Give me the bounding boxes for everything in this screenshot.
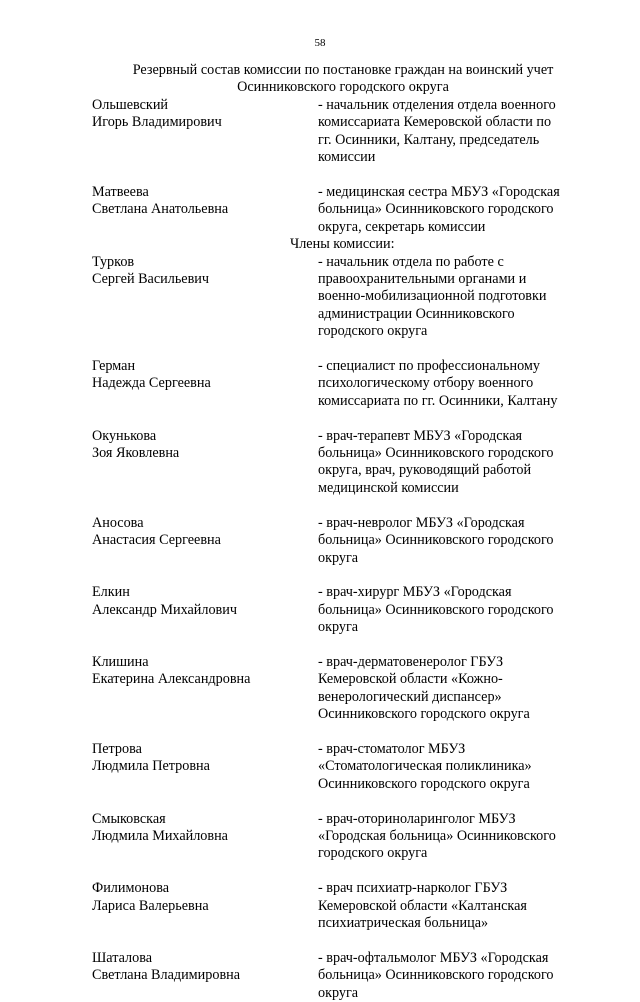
member-role-line: психологическому отбору военного: [318, 375, 534, 392]
member-name: [92, 811, 318, 846]
member-name: [92, 584, 318, 619]
member-role-line: - врач-стоматолог МБУЗ: [318, 740, 466, 757]
member-role-line: городского округа: [318, 323, 428, 340]
member-role-line: округа: [318, 984, 359, 1001]
entry-gap: [92, 410, 602, 427]
entry-gap: [92, 497, 602, 514]
member-role-line: «Городская больница» Осинниковского: [318, 827, 556, 844]
member-role-line: - специалист по профессиональному: [318, 358, 540, 375]
member-role-line: округа, секретарь комиссии: [318, 218, 486, 235]
entry-gap: [92, 863, 602, 880]
member-name-line: Петрова: [92, 740, 142, 757]
member-name: [92, 428, 318, 463]
member-role-line: - врач-дерматовенеролог ГБУЗ: [318, 653, 504, 670]
page-number: 58: [314, 37, 326, 49]
member-name-line: Аносова: [92, 514, 144, 531]
member-role-line: военно-мобилизационной подготовки: [318, 288, 547, 305]
entry-gap: [92, 793, 602, 810]
document-title: [80, 62, 606, 97]
member-name-line: Сергей Васильевич: [92, 271, 210, 288]
member-role-line: больница» Осинниковского городского: [318, 532, 554, 549]
member-role-line: больница» Осинниковского городского: [318, 967, 554, 984]
member-entry: [92, 428, 602, 498]
member-entry: [92, 654, 602, 724]
member-name-line: Герман: [92, 358, 136, 375]
member-role: [318, 811, 588, 863]
member-role-line: округа: [318, 619, 359, 636]
member-name-line: Филимонова: [92, 880, 170, 897]
member-entry: [92, 184, 602, 236]
member-name-line: Людмила Михайловна: [92, 827, 228, 844]
member-name-line: Игорь Владимирович: [92, 114, 222, 131]
member-role-line: городского округа: [318, 845, 428, 862]
member-name-line: Турков: [92, 253, 135, 270]
member-role-line: - врач-оториноларинголог МБУЗ: [318, 810, 516, 827]
member-name: [92, 358, 318, 393]
member-role: [318, 880, 588, 932]
member-name-line: Надежда Сергеевна: [92, 375, 211, 392]
member-role-line: комиссии: [318, 149, 376, 166]
member-entry: [92, 254, 602, 341]
member-role-line: - врач-хирург МБУЗ «Городская: [318, 584, 512, 601]
member-role: [318, 741, 588, 793]
member-role-line: венерологический диспансер»: [318, 688, 502, 705]
member-role-line: больница» Осинниковского городского: [318, 601, 554, 618]
leadership-list: [92, 97, 602, 236]
member-role-line: Кемеровской области «Кожно-: [318, 671, 503, 688]
member-entry: [92, 950, 602, 1002]
member-role: [318, 515, 588, 567]
member-name-line: Матвеева: [92, 184, 149, 201]
member-role-line: - врач-невролог МБУЗ «Городская: [318, 514, 525, 531]
member-name: [92, 515, 318, 550]
member-name: [92, 741, 318, 776]
member-role-line: - медицинская сестра МБУЗ «Городская: [318, 184, 560, 201]
member-name-line: Екатерина Александровна: [92, 671, 251, 688]
member-role: [318, 584, 588, 636]
member-role-line: округа, врач, руководящий работой: [318, 462, 532, 479]
member-role: [318, 184, 588, 236]
commission-list: [92, 97, 602, 1002]
member-entry: [92, 741, 602, 793]
members-heading: Члены комиссии:: [290, 236, 395, 253]
member-role-line: - врач психиатр-нарколог ГБУЗ: [318, 880, 508, 897]
member-role-line: Осинниковского городского округа: [318, 706, 530, 723]
member-role: [318, 254, 588, 341]
member-role-line: комиссариата Кемеровской области по: [318, 114, 552, 131]
member-role-line: - начальник отделения отдела военного: [318, 97, 556, 113]
member-name-line: Анастасия Сергеевна: [92, 532, 221, 549]
member-name-line: Светлана Анатольевна: [92, 201, 229, 218]
member-name: [92, 254, 318, 289]
member-name-line: Александр Михайлович: [92, 601, 237, 618]
title-line: Резервный состав комиссии по постановке граждан на воинский учет: [132, 62, 554, 78]
member-name: [92, 950, 318, 985]
entry-gap: [92, 932, 602, 949]
member-name-line: Людмила Петровна: [92, 758, 210, 775]
member-name-line: Смыковская: [92, 810, 166, 827]
member-role: [318, 654, 588, 724]
member-name-line: Зоя Яковлевна: [92, 445, 180, 462]
member-role-line: правоохранительными органами и: [318, 271, 527, 288]
member-name-line: Лариса Валерьевна: [92, 897, 209, 914]
member-name-line: Елкин: [92, 584, 130, 601]
member-role: [318, 358, 588, 410]
member-role: [318, 950, 588, 1002]
member-entry: [92, 358, 602, 410]
member-name: [92, 184, 318, 219]
member-role-line: администрации Осинниковского: [318, 305, 515, 322]
member-entry: [92, 811, 602, 863]
member-name-line: Светлана Владимировна: [92, 967, 241, 984]
member-role-line: округа: [318, 549, 359, 566]
member-name-line: Шаталова: [92, 949, 153, 966]
member-role-line: - врач-терапевт МБУЗ «Городская: [318, 427, 523, 444]
member-name-line: Клишина: [92, 653, 149, 670]
member-name: [92, 97, 318, 132]
member-name: [92, 880, 318, 915]
member-name-line: Окунькова: [92, 427, 157, 444]
entry-gap: [92, 567, 602, 584]
member-role-line: психиатрическая больница»: [318, 914, 489, 931]
member-role-line: гг. Осинники, Калтану, председатель: [318, 131, 540, 148]
member-entry: [92, 584, 602, 636]
member-role: [318, 428, 588, 498]
member-role-line: Кемеровской области «Калтанская: [318, 897, 527, 914]
member-name: [92, 654, 318, 689]
member-entry: [92, 880, 602, 932]
title-line: Осинниковского городского округа: [237, 79, 449, 96]
member-role-line: комиссариата по гг. Осинники, Калтану: [318, 392, 558, 409]
member-entry: [92, 515, 602, 567]
entry-gap: [92, 724, 602, 741]
member-role-line: больница» Осинниковского городского: [318, 445, 554, 462]
member-role-line: - начальник отдела по работе с: [318, 253, 504, 270]
member-role-line: больница» Осинниковского городского: [318, 201, 554, 218]
member-entry: [92, 97, 602, 167]
member-role-line: - врач-офтальмолог МБУЗ «Городская: [318, 949, 549, 966]
member-role: [318, 97, 588, 167]
member-role-line: медицинской комиссии: [318, 479, 459, 496]
entry-gap: [92, 167, 602, 184]
entry-gap: [92, 341, 602, 358]
member-role-line: «Стоматологическая поликлиника»: [318, 758, 532, 775]
entry-gap: [92, 637, 602, 654]
member-role-line: Осинниковского городского округа: [318, 775, 530, 792]
member-name-line: Ольшевский: [92, 97, 169, 113]
members-list: [92, 254, 602, 1002]
